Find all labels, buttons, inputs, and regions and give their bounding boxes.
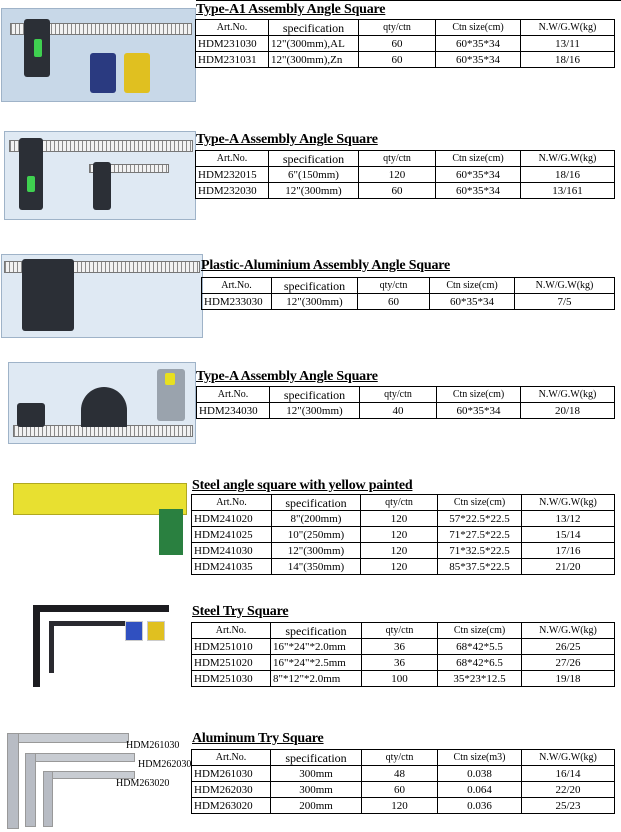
cell-art-no: HDM262030 [192, 782, 271, 798]
table-row [192, 782, 615, 798]
cell-qty: 36 [362, 639, 438, 655]
table-row [192, 527, 615, 543]
column-header: Art.No. [196, 20, 269, 36]
top-rule [196, 0, 621, 1]
column-header: N.W/G.W(kg) [521, 387, 615, 403]
section-title: Plastic-Aluminium Assembly Angle Square [201, 258, 451, 273]
cell-ctn-size: 68*42*6.5 [438, 655, 522, 671]
column-header: qty/ctn [362, 750, 438, 766]
cell-qty: 36 [362, 655, 438, 671]
cell-weight: 18/16 [521, 52, 615, 68]
column-header: qty/ctn [360, 387, 437, 403]
column-header: specification [271, 750, 362, 766]
table-row [192, 655, 615, 671]
cell-weight: 13/12 [522, 511, 615, 527]
column-header: Ctn size(cm) [430, 278, 515, 294]
cell-spec: 200mm [271, 798, 362, 814]
column-header: specification [269, 20, 359, 36]
column-header: specification [272, 278, 358, 294]
cell-weight: 17/16 [522, 543, 615, 559]
cell-art-no: HDM231030 [196, 36, 269, 52]
table-row [192, 766, 615, 782]
cell-ctn-size: 57*22.5*22.5 [438, 511, 522, 527]
cell-ctn-size: 0.036 [438, 798, 522, 814]
cell-spec: 12"(300mm),Zn [269, 52, 359, 68]
cell-art-no: HDM251010 [192, 639, 271, 655]
cell-spec: 12"(300mm) [272, 543, 361, 559]
column-header: Ctn size(cm) [436, 151, 521, 167]
cell-ctn-size: 68*42*5.5 [438, 639, 522, 655]
cell-weight: 20/18 [521, 403, 615, 419]
cell-art-no: HDM261030 [192, 766, 271, 782]
cell-qty: 120 [361, 511, 438, 527]
cell-weight: 13/11 [521, 36, 615, 52]
product-photo-yellow-square [10, 478, 190, 572]
table-row [192, 798, 615, 814]
product-photo-plastic-aluminium [1, 254, 203, 338]
column-header: specification [271, 623, 362, 639]
cell-ctn-size: 60*35*34 [436, 167, 521, 183]
cell-weight: 25/23 [522, 798, 615, 814]
cell-weight: 16/14 [522, 766, 615, 782]
cell-ctn-size: 71*32.5*22.5 [438, 543, 522, 559]
spec-table [196, 386, 615, 419]
cell-qty: 60 [359, 183, 436, 199]
photo-label: HDM262030 [138, 759, 192, 770]
table-row [192, 671, 615, 687]
column-header: N.W/G.W(kg) [522, 750, 615, 766]
table-row [192, 639, 615, 655]
table-row [192, 559, 615, 575]
cell-weight: 7/5 [515, 294, 615, 310]
column-header: Ctn size(cm) [437, 387, 521, 403]
product-photo-combination-set [8, 362, 196, 444]
spec-table [191, 622, 615, 687]
cell-spec: 14"(350mm) [272, 559, 361, 575]
table-row [196, 52, 615, 68]
table-row [197, 403, 615, 419]
cell-ctn-size: 0.038 [438, 766, 522, 782]
column-header: qty/ctn [359, 20, 436, 36]
column-header: qty/ctn [362, 623, 438, 639]
cell-art-no: HDM251030 [192, 671, 271, 687]
column-header: Art.No. [192, 750, 271, 766]
cell-ctn-size: 71*27.5*22.5 [438, 527, 522, 543]
cell-spec: 300mm [271, 766, 362, 782]
cell-art-no: HDM263020 [192, 798, 271, 814]
cell-weight: 27/26 [522, 655, 615, 671]
section-title: Type-A Assembly Angle Square [196, 132, 378, 147]
spec-table [201, 277, 615, 310]
table-header-row [196, 20, 615, 36]
cell-spec: 10"(250mm) [272, 527, 361, 543]
column-header: Art.No. [202, 278, 272, 294]
cell-art-no: HDM233030 [202, 294, 272, 310]
section-title: Type-A Assembly Angle Square [196, 369, 378, 384]
cell-qty: 120 [361, 543, 438, 559]
cell-spec: 8"*12"*2.0mm [271, 671, 362, 687]
column-header: qty/ctn [361, 495, 438, 511]
photo-label: HDM261030 [126, 740, 180, 751]
column-header: Art.No. [197, 387, 270, 403]
product-photo-steel-try-square [24, 600, 176, 692]
cell-qty: 48 [362, 766, 438, 782]
product-photo-type-a1 [1, 8, 196, 102]
column-header: Ctn size(cm) [438, 623, 522, 639]
spec-table [191, 749, 615, 814]
section-title: Aluminum Try Square [192, 731, 324, 746]
cell-spec: 12"(300mm) [272, 294, 358, 310]
table-header-row [197, 387, 615, 403]
table-header-row [196, 151, 615, 167]
cell-qty: 120 [359, 167, 436, 183]
cell-ctn-size: 60*35*34 [436, 183, 521, 199]
cell-weight: 22/20 [522, 782, 615, 798]
column-header: specification [270, 387, 360, 403]
table-header-row [192, 623, 615, 639]
cell-ctn-size: 60*35*34 [437, 403, 521, 419]
column-header: qty/ctn [359, 151, 436, 167]
column-header: qty/ctn [358, 278, 430, 294]
cell-ctn-size: 60*35*34 [430, 294, 515, 310]
cell-qty: 100 [362, 671, 438, 687]
cell-art-no: HDM241025 [192, 527, 272, 543]
cell-art-no: HDM234030 [197, 403, 270, 419]
cell-weight: 18/16 [521, 167, 615, 183]
column-header: Ctn size(cm) [438, 495, 522, 511]
cell-ctn-size: 60*35*34 [436, 52, 521, 68]
cell-spec: 12"(300mm) [269, 183, 359, 199]
cell-weight: 26/25 [522, 639, 615, 655]
cell-spec: 16"*24"*2.0mm [271, 639, 362, 655]
table-row [192, 543, 615, 559]
table-row [196, 167, 615, 183]
product-photo-type-a [4, 131, 196, 220]
cell-qty: 60 [359, 52, 436, 68]
cell-qty: 120 [361, 527, 438, 543]
cell-weight: 21/20 [522, 559, 615, 575]
cell-qty: 120 [362, 798, 438, 814]
table-header-row [192, 750, 615, 766]
section-title: Steel Try Square [192, 604, 289, 619]
column-header: N.W/G.W(kg) [522, 623, 615, 639]
cell-ctn-size: 35*23*12.5 [438, 671, 522, 687]
cell-weight: 13/161 [521, 183, 615, 199]
cell-qty: 60 [358, 294, 430, 310]
cell-art-no: HDM232015 [196, 167, 269, 183]
cell-qty: 60 [362, 782, 438, 798]
cell-qty: 120 [361, 559, 438, 575]
cell-spec: 300mm [271, 782, 362, 798]
column-header: Art.No. [192, 623, 271, 639]
column-header: Art.No. [192, 495, 272, 511]
cell-ctn-size: 85*37.5*22.5 [438, 559, 522, 575]
cell-art-no: HDM251020 [192, 655, 271, 671]
column-header: Ctn size(cm) [436, 20, 521, 36]
table-row [196, 36, 615, 52]
cell-spec: 6"(150mm) [269, 167, 359, 183]
cell-spec: 8"(200mm) [272, 511, 361, 527]
cell-ctn-size: 60*35*34 [436, 36, 521, 52]
cell-weight: 19/18 [522, 671, 615, 687]
cell-art-no: HDM231031 [196, 52, 269, 68]
cell-qty: 40 [360, 403, 437, 419]
cell-art-no: HDM241035 [192, 559, 272, 575]
column-header: N.W/G.W(kg) [521, 20, 615, 36]
column-header: specification [272, 495, 361, 511]
cell-weight: 15/14 [522, 527, 615, 543]
column-header: N.W/G.W(kg) [515, 278, 615, 294]
column-header: Art.No. [196, 151, 269, 167]
table-row [192, 511, 615, 527]
column-header: N.W/G.W(kg) [521, 151, 615, 167]
photo-label: HDM263020 [116, 778, 170, 789]
cell-art-no: HDM232030 [196, 183, 269, 199]
table-header-row [192, 495, 615, 511]
spec-table [191, 494, 615, 575]
table-row [202, 294, 615, 310]
column-header: Ctn size(m3) [438, 750, 522, 766]
column-header: specification [269, 151, 359, 167]
spec-table [195, 150, 615, 199]
cell-spec: 12"(300mm),AL [269, 36, 359, 52]
table-row [196, 183, 615, 199]
cell-qty: 60 [359, 36, 436, 52]
cell-spec: 16"*24"*2.5mm [271, 655, 362, 671]
section-title: Type-A1 Assembly Angle Square [196, 2, 386, 17]
spec-table [195, 19, 615, 68]
table-header-row [202, 278, 615, 294]
cell-art-no: HDM241030 [192, 543, 272, 559]
column-header: N.W/G.W(kg) [522, 495, 615, 511]
cell-ctn-size: 0.064 [438, 782, 522, 798]
cell-spec: 12"(300mm) [270, 403, 360, 419]
section-title: Steel angle square with yellow painted [192, 478, 413, 493]
cell-art-no: HDM241020 [192, 511, 272, 527]
